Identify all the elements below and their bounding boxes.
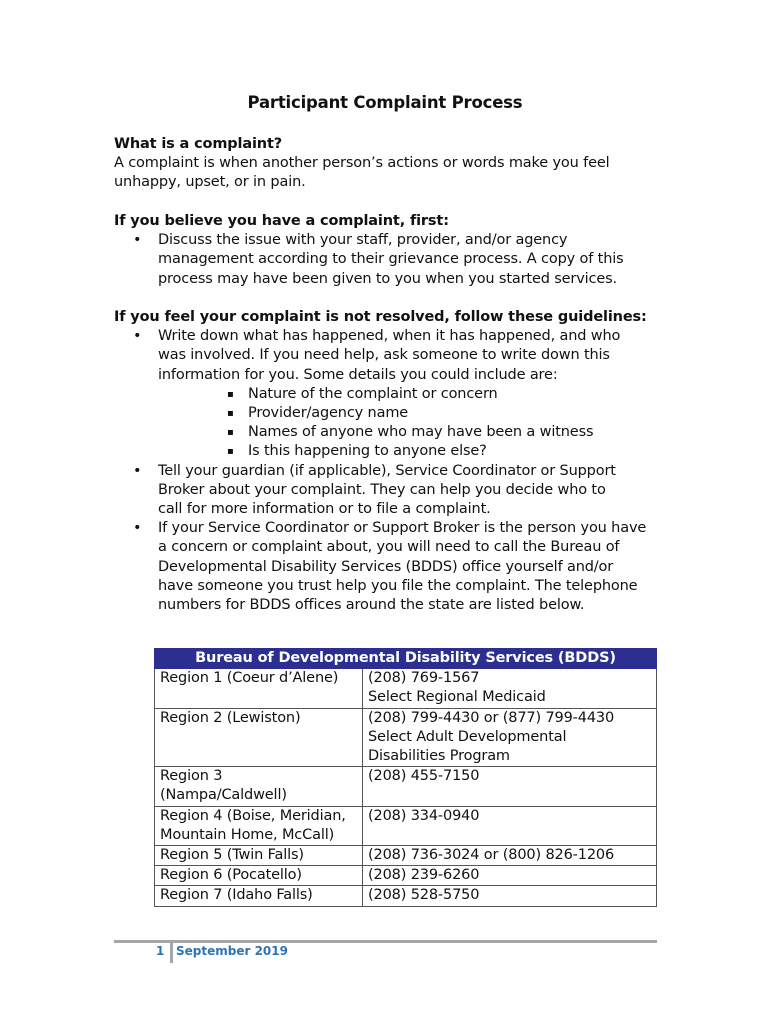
table-row [155,669,657,708]
phone-number: (208) 769-1567 [368,670,480,687]
list-item-line: management according to their grievance process. A copy of this [158,251,624,268]
list-item-line: • If your Service Coordinator or Support Broker is the person you have [158,520,647,537]
phone-number: (208) 239-6260 [368,867,480,884]
region-name: (Nampa/Caldwell) [160,787,287,804]
phone-number: (208) 799-4430 or (877) 799-4430 [368,709,615,726]
table-row [155,806,657,845]
phone-number: (208) 455-7150 [368,768,480,785]
region-cell [155,846,363,866]
region-name: Region 3 [160,768,223,785]
contact-note: Select Regional Medicaid [368,689,546,706]
list-item-line: process may have been given to you when you started services. [158,270,617,287]
bullet-list [114,327,674,385]
section-heading: What is a complaint? [114,136,282,152]
bullet-list [114,231,674,289]
not-resolved-section [114,308,674,615]
region-name: Region 1 (Coeur d’Alene) [160,670,339,687]
list-item-line: • Discuss the issue with your staff, provider, and/or agency [158,232,568,249]
list-item-line: information for you. Some details you could include are: [158,366,558,383]
sub-list-item: ▪ Nature of the complaint or concern [114,385,674,404]
contact-cell [363,708,657,767]
table-row [155,708,657,767]
region-name: Region 5 (Twin Falls) [160,847,304,864]
region-cell [155,767,363,806]
footer-divider [170,941,173,963]
contact-cell [363,669,657,708]
region-name: Region 6 (Pocatello) [160,867,302,884]
region-cell [155,806,363,845]
page-title: Participant Complaint Process [247,93,523,112]
table-row [155,886,657,906]
paragraph-line: A complaint is when another person’s actions or words make you feel [114,155,610,172]
table-row [155,767,657,806]
section-heading: If you believe you have a complaint, first: [114,213,449,229]
list-item [114,462,674,520]
list-item-line: was involved. If you need help, ask someone to write down this [158,347,610,364]
phone-number: (208) 736-3024 or (800) 826-1206 [368,847,615,864]
sub-list-item: ▪ Names of anyone who may have been a witness [114,423,674,442]
region-cell [155,886,363,906]
paragraph-line: unhappy, upset, or in pain. [114,174,306,191]
bullet-list [114,462,674,616]
sub-list-item: ▪ Is this happening to anyone else? [114,442,674,461]
contact-cell [363,806,657,845]
list-item-line: a concern or complaint about, you will need to call the Bureau of [158,539,620,556]
contact-note: Select Adult Developmental [368,728,567,745]
list-item [114,519,674,615]
contact-cell [363,886,657,906]
region-cell [155,669,363,708]
table-row [155,866,657,886]
sub-bullet-list [114,385,674,462]
region-name: Region 7 (Idaho Falls) [160,887,313,904]
region-cell [155,866,363,886]
region-name: Region 2 (Lewiston) [160,709,301,726]
believe-complaint-section [114,212,674,289]
list-item-line: call for more information or to file a complaint. [158,501,491,518]
page-number: 1 [156,944,165,958]
list-item [114,231,674,289]
list-item-line: • Tell your guardian (if applicable), Service Coordinator or Support [158,462,616,479]
table-row [155,846,657,866]
region-name: Region 4 (Boise, Meridian, [160,807,346,824]
region-name: Mountain Home, McCall) [160,826,335,843]
phone-number: (208) 334-0940 [368,807,480,824]
contact-cell [363,767,657,806]
region-cell [155,708,363,767]
list-item [114,327,674,385]
contact-note: Disabilities Program [368,748,510,765]
bdds-offices-table [154,648,657,907]
contact-cell [363,846,657,866]
list-item-line: Broker about your complaint. They can help you decide who to [158,481,606,498]
table-header-row [155,649,657,669]
contact-cell [363,866,657,886]
sub-list-item: ▪ Provider/agency name [114,404,674,423]
footer-rule [114,940,657,943]
table-header: Bureau of Developmental Disability Services (BDDS) [155,649,657,669]
what-is-complaint-section [114,135,674,193]
list-item-line: have someone you trust help you file the complaint. The telephone [158,577,638,594]
list-item-line: Developmental Disability Services (BDDS) office yourself and/or [158,558,614,575]
section-heading: If you feel your complaint is not resolved, follow these guidelines: [114,309,647,325]
list-item-line: numbers for BDDS offices around the state are listed below. [158,597,585,614]
list-item-line: • Write down what has happened, when it has happened, and who [158,328,621,345]
footer-date: September 2019 [176,944,288,958]
phone-number: (208) 528-5750 [368,887,480,904]
